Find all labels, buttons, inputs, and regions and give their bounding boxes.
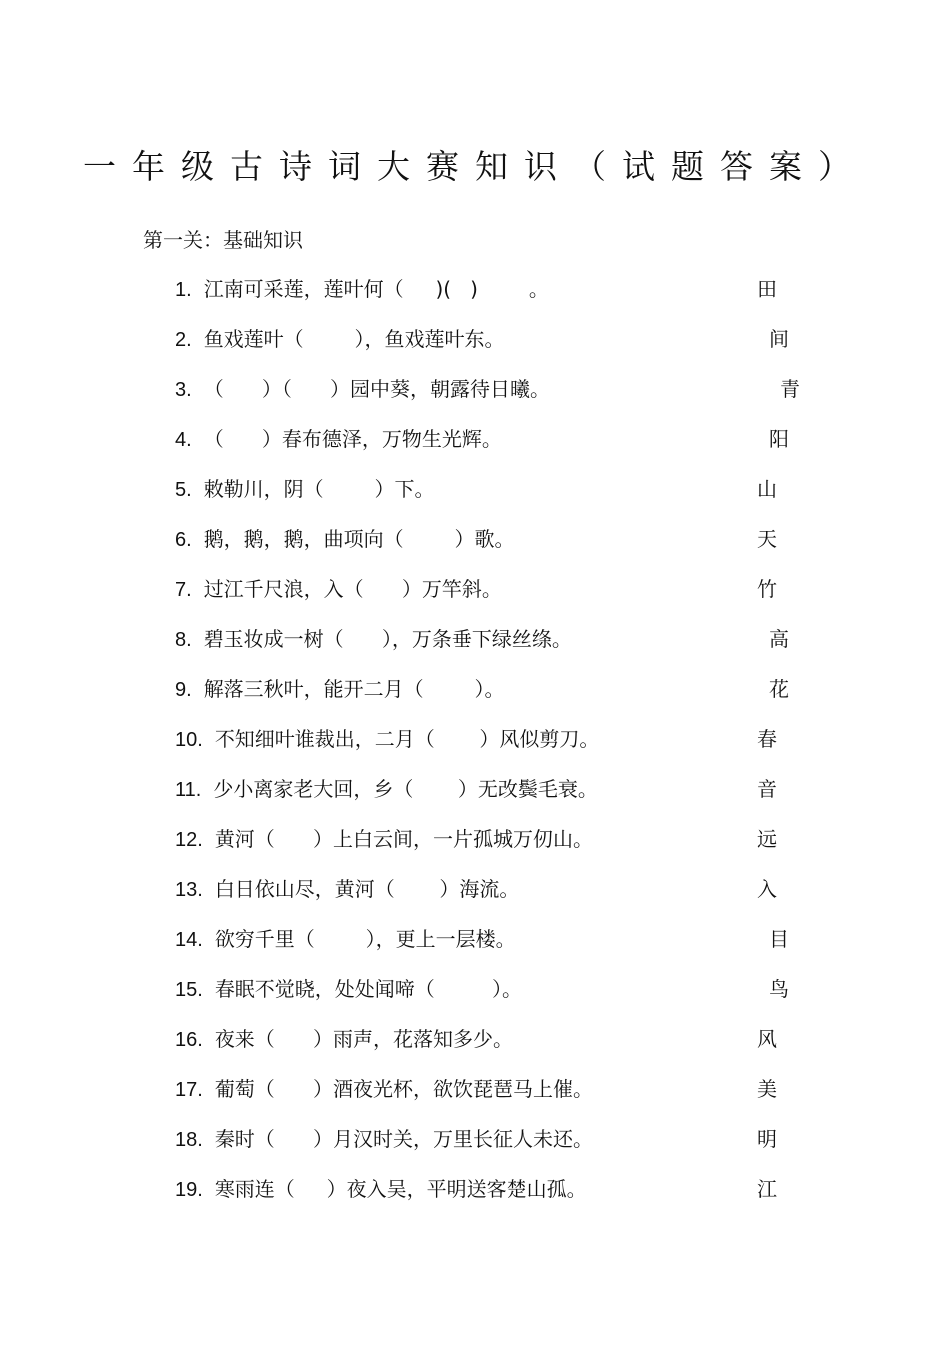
answer-5: 山 — [757, 477, 777, 501]
question-3 — [175, 374, 735, 404]
question-6 — [175, 524, 735, 554]
question-number: 16. — [175, 1029, 203, 1051]
answer-14: 目 — [769, 927, 789, 951]
question-text: 夜来（ ）雨声，花落知多少。 — [214, 1027, 513, 1051]
question-text: 解落三秋叶，能开二月（ ）。 — [203, 677, 505, 701]
question-number: 18. — [175, 1129, 203, 1151]
question-15 — [175, 974, 735, 1004]
question-number: 4. — [175, 429, 192, 451]
question-text: 敕勒川，阴（ ）下。 — [203, 477, 435, 501]
question-text: （ ）春布德泽，万物生光辉。 — [203, 427, 502, 451]
answer-12: 远 — [757, 827, 777, 851]
question-18 — [175, 1124, 735, 1154]
question-number: 17. — [175, 1079, 203, 1101]
question-text: （ ）（ ）园中葵，朝露待日曦。 — [203, 377, 550, 401]
question-text: 寒雨连（ ）夜入吴，平明送客楚山孤。 — [214, 1177, 587, 1201]
answer-19: 江 — [757, 1177, 777, 1201]
question-4 — [175, 424, 735, 454]
answer-15: 鸟 — [769, 977, 789, 1001]
question-5 — [175, 474, 735, 504]
question-text: 春眠不觉晓，处处闻啼（ ）。 — [214, 977, 523, 1001]
question-text: 欲穷千里（ ），更上一层楼。 — [214, 927, 516, 951]
question-7 — [175, 574, 735, 604]
answer-1: 田 — [757, 277, 777, 301]
question-number: 8. — [175, 629, 192, 651]
question-10 — [175, 724, 735, 754]
question-text: 葡萄（ ）酒夜光杯，欲饮琵琶马上催。 — [214, 1077, 593, 1101]
question-number: 2. — [175, 329, 192, 351]
question-text: 江南可采莲，莲叶何（ )( ) 。 — [203, 277, 549, 301]
question-text: 白日依山尽，黄河（ ）海流。 — [214, 877, 520, 901]
question-number: 7. — [175, 579, 192, 601]
question-text: 鹅，鹅，鹅，曲项向（ ）歌。 — [203, 527, 515, 551]
answer-7: 竹 — [757, 577, 777, 601]
question-14 — [175, 924, 735, 954]
answer-3: 青 — [780, 377, 800, 401]
question-12 — [175, 824, 735, 854]
answer-4: 阳 — [769, 427, 789, 451]
question-17 — [175, 1074, 735, 1104]
question-16 — [175, 1024, 735, 1054]
question-text: 碧玉妆成一树（ ），万条垂下绿丝绦。 — [203, 627, 572, 651]
document-title: 一年级古诗词大赛知识（试题答案） — [83, 147, 867, 186]
answer-10: 春 — [757, 727, 777, 751]
question-text: 不知细叶谁裁出，二月（ ）风似剪刀。 — [214, 727, 600, 751]
answer-16: 风 — [757, 1027, 777, 1051]
question-number: 1. — [175, 279, 192, 301]
question-13 — [175, 874, 735, 904]
question-8 — [175, 624, 735, 654]
question-number: 19. — [175, 1179, 203, 1201]
question-text: 鱼戏莲叶（ ），鱼戏莲叶东。 — [203, 327, 505, 351]
question-number: 5. — [175, 479, 192, 501]
answer-9: 花 — [769, 677, 789, 701]
question-text: 少小离家老大回，乡（ ）无改鬓毛衰。 — [213, 777, 598, 801]
question-number: 9. — [175, 679, 192, 701]
question-19 — [175, 1174, 735, 1204]
question-text: 过江千尺浪，入（ ）万竿斜。 — [203, 577, 502, 601]
question-number: 15. — [175, 979, 203, 1001]
question-number: 3. — [175, 379, 192, 401]
answer-2: 间 — [769, 327, 789, 351]
question-number: 14. — [175, 929, 203, 951]
question-text: 秦时（ ）月汉时关，万里长征人未还。 — [214, 1127, 593, 1151]
answer-18: 明 — [757, 1127, 777, 1151]
question-text: 黄河（ ）上白云间，一片孤城万仞山。 — [214, 827, 593, 851]
question-11 — [175, 774, 735, 804]
question-9 — [175, 674, 735, 704]
question-number: 6. — [175, 529, 192, 551]
question-number: 13. — [175, 879, 203, 901]
answer-8: 高 — [769, 627, 789, 651]
answer-11: 音 — [757, 777, 777, 801]
question-number: 11. — [175, 779, 202, 801]
answer-17: 美 — [757, 1077, 777, 1101]
question-number: 10. — [175, 729, 203, 751]
question-2 — [175, 324, 735, 354]
answer-6: 天 — [757, 527, 777, 551]
answer-13: 入 — [757, 877, 777, 901]
question-number: 12. — [175, 829, 203, 851]
question-1 — [175, 274, 735, 304]
section-heading: 第一关：基础知识 — [143, 228, 303, 252]
